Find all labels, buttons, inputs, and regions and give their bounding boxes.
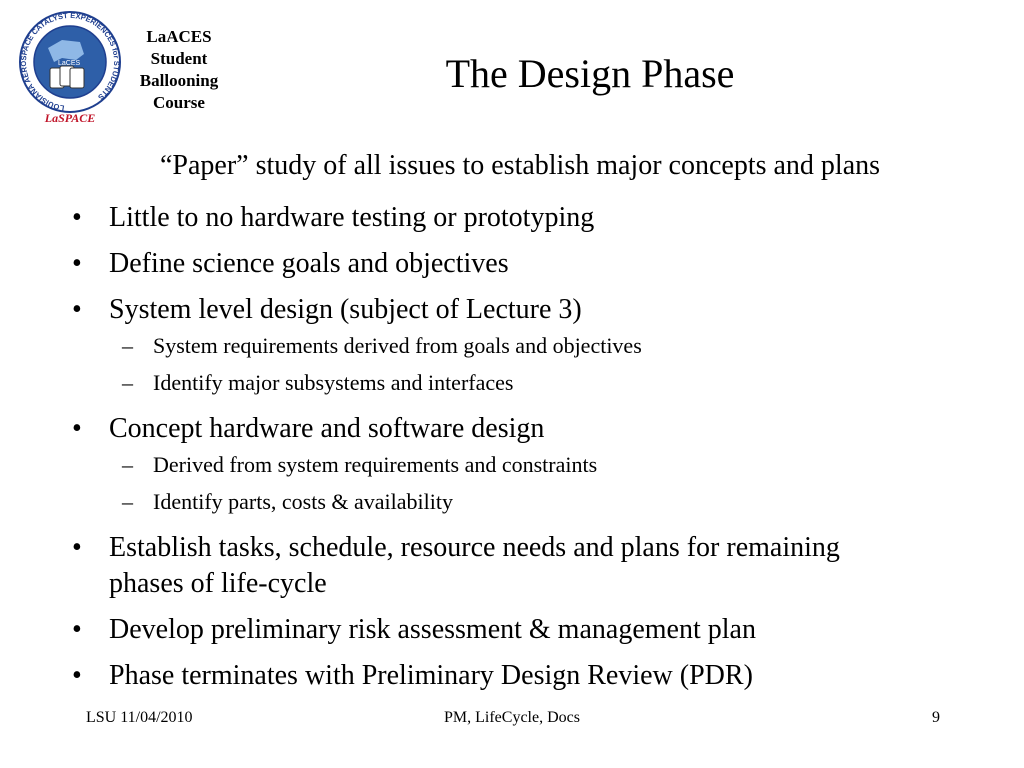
bullet-text: Develop preliminary risk assessment & management plan [109,614,756,645]
laspace-logo [14,10,126,128]
bullet-marker: • [72,294,82,325]
branding-line: LaACES [146,27,212,46]
bullet-text: Phase terminates with Preliminary Design Review (PDR) [109,660,753,691]
bullet-list [0,200,1024,704]
bullet-item [0,292,1024,328]
bullet-item [0,411,1024,447]
bullet-text: Establish tasks, schedule, resource needs and plans for remaining phases of life-cycle [109,532,840,599]
bullet-item [0,246,1024,282]
sub-bullet-text: Identify parts, costs & availability [153,489,453,514]
sub-bullet-item [0,369,1024,397]
branding-line: Course [153,93,205,112]
slide-subtitle: “Paper” study of all issues to establish major concepts and plans [159,150,881,181]
bullet-item [0,530,1024,602]
dash-marker: – [122,333,133,358]
bullet-text: System level design (subject of Lecture 3) [109,294,582,325]
bullet-item [0,612,1024,648]
footer-topic: PM, LifeCycle, Docs [444,709,580,726]
sub-bullet-text: System requirements derived from goals and objectives [153,333,642,358]
logo-inner-text: LaCES [58,60,81,67]
slide-number: 9 [932,709,940,726]
sub-bullet-item [0,488,1024,516]
sub-bullet-text: Identify major subsystems and interfaces [153,370,514,395]
logo-laspace-text: LaSPACE [44,111,96,125]
sub-bullet-text: Derived from system requirements and constraints [153,452,598,477]
laspace-logo-graphic [14,10,126,128]
sub-bullet-item [0,332,1024,360]
dash-marker: – [122,370,133,395]
dash-marker: – [122,489,133,514]
bullet-text: Define science goals and objectives [109,248,509,279]
dash-marker: – [122,452,133,477]
sub-bullet-item [0,451,1024,479]
bullet-marker: • [72,202,82,233]
bullet-marker: • [72,248,82,279]
branding-line: Student [150,49,208,68]
branding-line: Ballooning [139,71,219,90]
card-icon [70,68,84,88]
course-branding [126,26,232,114]
footer-date: LSU 11/04/2010 [86,709,193,726]
bullet-marker: • [72,532,82,563]
slide-title: The Design Phase [445,51,735,96]
bullet-marker: • [72,660,82,691]
bullet-marker: • [72,413,82,444]
bullet-marker: • [72,614,82,645]
logo-ring-text: LOUISIANA AEROSPACE CATALYST EXPERIENCES for STUDENTS [18,10,122,113]
bullet-text: Concept hardware and software design [109,413,545,444]
bullet-item [0,658,1024,694]
bullet-text: Little to no hardware testing or prototyping [109,202,595,233]
bullet-item [0,200,1024,236]
